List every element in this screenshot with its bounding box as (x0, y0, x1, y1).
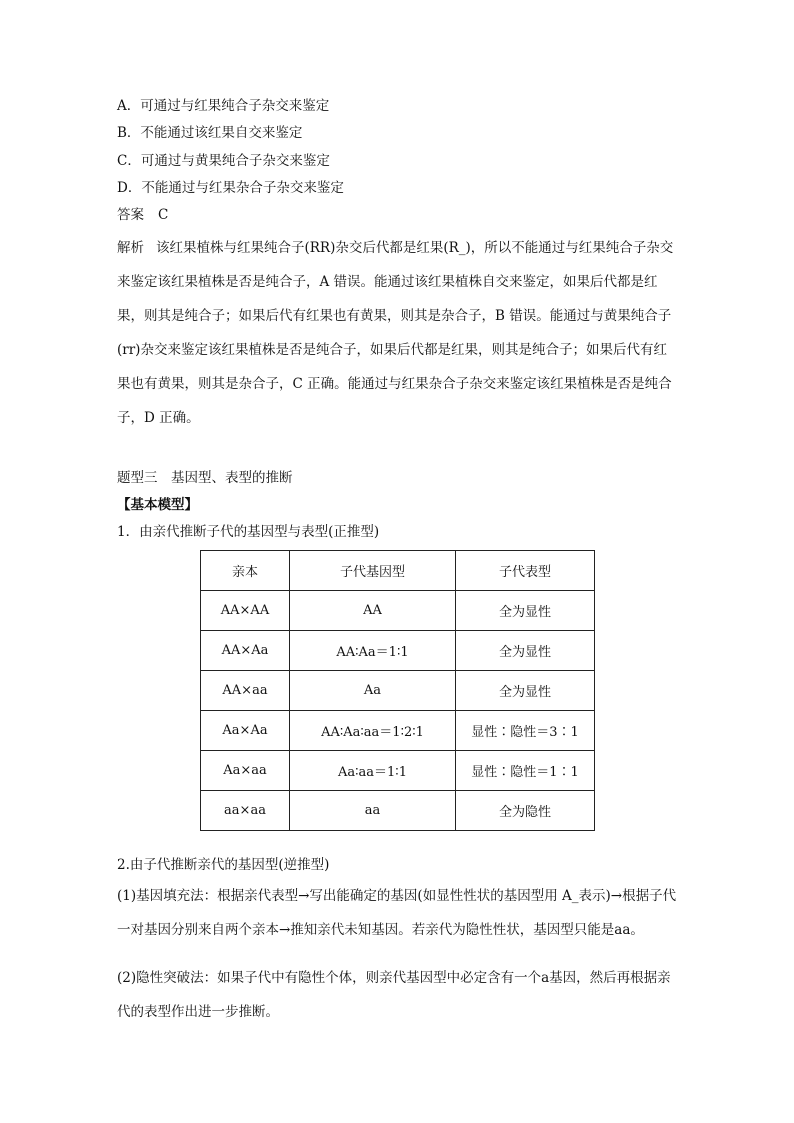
table-row (201, 751, 595, 791)
table-cell: 全为显性 (456, 591, 595, 631)
answer-label: 答案 (117, 207, 144, 223)
genotype-table (200, 550, 595, 831)
table-row (201, 591, 595, 631)
table-cell: Aa (290, 671, 456, 711)
header-parent: 亲本 (201, 551, 290, 591)
table-cell: 显性∶隐性＝3∶1 (456, 711, 595, 751)
method2-paragraph: (2)隐性突破法：如果子代中有隐性个体，则亲代基因型中必定含有一个a基因，然后再根据亲代的表型作出进一步推断。 (117, 970, 671, 1020)
item1-title: 1．由亲代推断子代的基因型与表型(正推型) (117, 524, 380, 540)
table-cell: AA∶Aa∶aa＝1∶2∶1 (290, 711, 456, 751)
subsection-title: 【基本模型】 (117, 497, 198, 513)
header-offspring-genotype: 子代基因型 (290, 551, 456, 591)
table-row (201, 671, 595, 711)
table-cell: 全为显性 (456, 631, 595, 671)
table-row (201, 631, 595, 671)
analysis-text: 该红果植株与红果纯合子(RR)杂交后代都是红果(R_)，所以不能通过与红果纯合子杂交来鉴定该红果植株是否是纯合子，A 错误。能通过该红果植株自交来鉴定，如果后代都是红果，则其是纯合子；如果后代有红果也有黄果，则其是杂合子，B 错误。能通过与黄果纯合子(rr)杂交来鉴定该红果植株是否是纯合子，如果后代都是红果，则其是纯合子；如果后代有红果也有黄果，则其是杂合子，C 正确。能通过与红果杂合子杂交来鉴定该红果植株是否是纯合子，D 正确。 (117, 240, 674, 426)
method1-paragraph: (1)基因填充法：根据亲代表型→写出能确定的基因(如显性性状的基因型用 A_表示)→根据子代一对基因分别来自两个亲本→推知亲代未知基因。若亲代为隐性性状，基因型只能是aa。 (117, 888, 677, 938)
table-cell: Aa∶aa＝1∶1 (290, 751, 456, 791)
item2-title: 2.由子代推断亲代的基因型(逆推型) (117, 857, 330, 873)
table-cell: AA×aa (201, 671, 290, 711)
table-cell: AA×Aa (201, 631, 290, 671)
table-row (201, 711, 595, 751)
table-cell: Aa×Aa (201, 711, 290, 751)
table-cell: AA×AA (201, 591, 290, 631)
analysis-label: 解析 (117, 240, 144, 256)
answer-value: C (158, 207, 169, 223)
table-cell: 全为显性 (456, 671, 595, 711)
answer-line (117, 206, 168, 224)
table-cell: 显性∶隐性＝1∶1 (456, 751, 595, 791)
analysis-paragraph (117, 231, 677, 435)
section-title: 题型三 基因型、表型的推断 (117, 470, 293, 486)
table-cell: AA (290, 591, 456, 631)
header-offspring-phenotype: 子代表型 (456, 551, 595, 591)
option-d: D．不能通过与红果杂合子杂交来鉴定 (117, 180, 344, 196)
option-c: C．可通过与黄果纯合子杂交来鉴定 (117, 153, 330, 169)
table-header-row (201, 551, 595, 591)
option-a: A．可通过与红果纯合子杂交来鉴定 (117, 98, 330, 114)
table-cell: 全为隐性 (456, 791, 595, 831)
table-cell: aa×aa (201, 791, 290, 831)
table-cell: AA∶Aa＝1∶1 (290, 631, 456, 671)
table-cell: Aa×aa (201, 751, 290, 791)
option-b: B．不能通过该红果自交来鉴定 (117, 125, 303, 141)
table-cell: aa (290, 791, 456, 831)
table-row (201, 791, 595, 831)
